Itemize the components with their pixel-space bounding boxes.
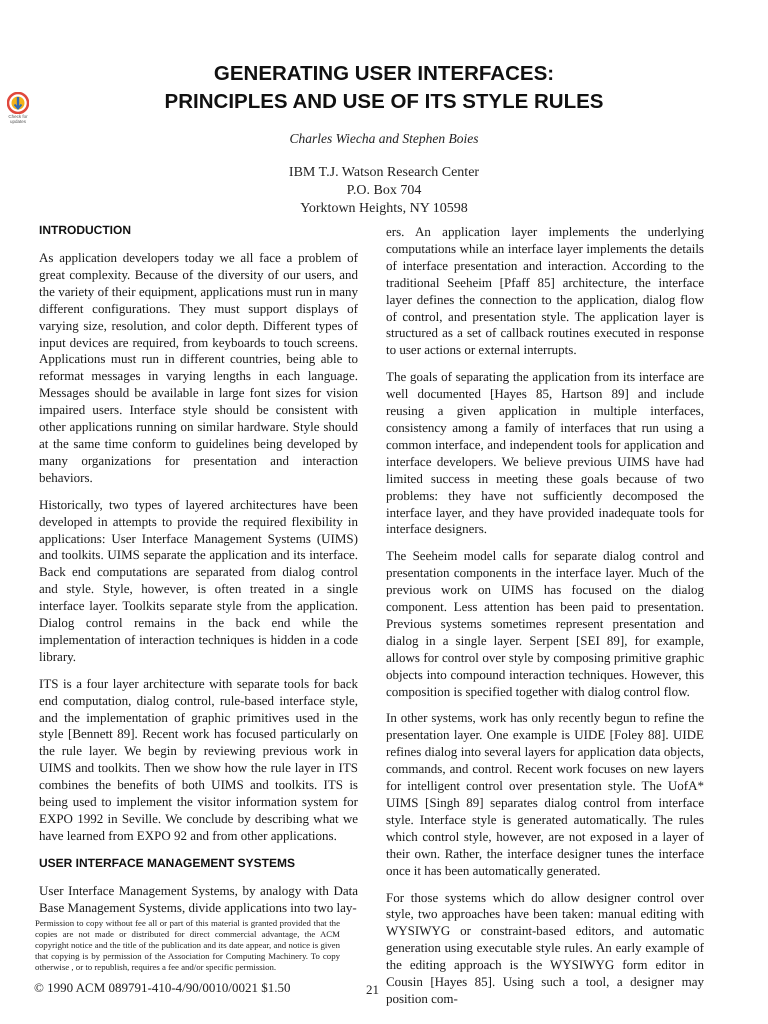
affiliation-city: Yorktown Heights, NY 10598 (300, 201, 468, 216)
section-heading-uims: USER INTERFACE MANAGEMENT SYSTEMS (39, 855, 296, 870)
paragraph: In other systems, work has only recently begun to refine the presentation layer. One example is UIDE [Foley 88]. UIDE refines dialog into several layers for application data objects, commands, and control. Recent work focuses on new layers for intelligent control over presentation style. The UofA* UIMS [Singh 89] separates dialog control from interface style. Interface style is generated automatically. The rules which control style, however, are not exposed in a layer of their own. Rather, the interface designer tunes the interface once it has been automatically generated. (386, 710, 704, 878)
permission-notice: Permission to copy without fee all or part of this material is granted provided that the copies are not made or distributed for direct commercial advantage, the ACM copyright notice and the title of the publication and its date appear, and notice is given that copying is by permission of the Association for Computing Machinery. To copy otherwise , or to republish, requires a fee and/or specific permission. (35, 918, 340, 972)
check-for-updates-icon (7, 92, 29, 114)
page-number: 21 (366, 982, 379, 997)
paragraph: The Seeheim model calls for separate dialog control and presentation components in the interface layer. Much of the previous work on UIMS has focused on the dialog component. Less attention has been paid to presentation. Previous systems sometimes represent presentation and dialog in a single layer. Serpent [SEI 89], for example, allows for control over style by composing primitive graphic objects into compound interaction techniques. However, this composition is specified together with dialog control flow. (386, 548, 704, 699)
copyright-line: © 1990 ACM 089791-410-4/90/0010/0021 $1.50 (34, 980, 291, 995)
authors: Charles Wiecha and Stephen Boies (289, 131, 479, 146)
right-column (386, 224, 704, 1018)
section-heading-introduction: INTRODUCTION (39, 223, 131, 237)
title-line-2: PRINCIPLES AND USE OF ITS STYLE RULES (164, 90, 604, 113)
paragraph: ITS is a four layer architecture with separate tools for back end computation, dialog control, rule-based interface style, and the implementation of graphic primitives used in the style [Bennett 89]. Recent work has focused particularly on the rule layer. We begin by reviewing previous work in UIMS and toolkits. Then we show how the rule layer in ITS combines the benefits of both UIMS and toolkits. ITS is being used to implement the visitor information system for EXPO 1992 in Seville. We conclude by describing what we have learned from EXPO 92 and from other applications. (39, 675, 358, 843)
paragraph: The goals of separating the application from its interface are well documented [Hayes 85, Hartson 89] and include reusing a given application in multiple interfaces, consistency among a family of interfaces that run using a common interface, and independent tools for application and interface developers. We believe previous UIMS have had limited success in meeting these goals because of two problems: they have not sufficiently decomposed the interface layer, and they have provided inadequate tools for interface designers. (386, 369, 704, 537)
paper-title (0, 60, 768, 116)
affiliation-institution: IBM T.J. Watson Research Center (288, 165, 480, 180)
paragraph: ers. An application layer implements the underlying computations while an interface layer implements the details of interface presentation and interaction. According to the traditional Seeheim [Pfaff 85] architecture, the interface layer defines the connection to the application, dialog flow of control, and presentation style. The application layer is structured as a set of callback routines executed in response to user actions or external interrupts. (386, 224, 704, 358)
check-for-updates-badge[interactable] (5, 92, 31, 124)
paragraph: User Interface Management Systems, by analogy with Data Base Management Systems, divide applications into two lay- (39, 882, 358, 915)
check-for-updates-label: Check for updates (8, 114, 28, 124)
affiliation (0, 164, 768, 218)
paragraph: As application developers today we all face a problem of great complexity. Because of the diversity of our users, and the variety of their equipment, applications must run in many different configurations. They must support displays of varying size, resolution, and color depth. Different types of input devices are required, from keyboards to touch screens. Applications must run in different countries, being able to reformat messages in varying lengths in each language. Messages should be available in large font sizes for vision impaired users. Interface style should be consistent with other applications running on similar hardware. Style should at the same time conform to guidelines being developed by many organizations for presentation and interaction behaviors. (39, 250, 358, 485)
paragraph: For those systems which do allow designer control over style, two approaches have been taken: manual editing with WYSIWYG or constraint-based editors, and automatic generation using executable style rules. An early example of the editing approach is the WYSIWYG form editor in Cousin [Hayes 85]. Using such a tool, a designer may position com- (386, 889, 704, 1006)
title-line-1: GENERATING USER INTERFACES: (213, 62, 555, 85)
left-column (39, 222, 358, 927)
affiliation-address: P.O. Box 704 (346, 183, 422, 198)
paragraph: Historically, two types of layered architectures have been developed in attempts to provide the required flexibility in applications: User Interface Management Systems (UIMS) and toolkits. UIMS separate the application and its interface. Back end computations are separated from dialog control and style. Style, however, is often treated in a single interface layer. Toolkits separate style from the application. Dialog control remains in the back end while the implementation of interaction techniques is hidden in a code library. (39, 496, 358, 664)
